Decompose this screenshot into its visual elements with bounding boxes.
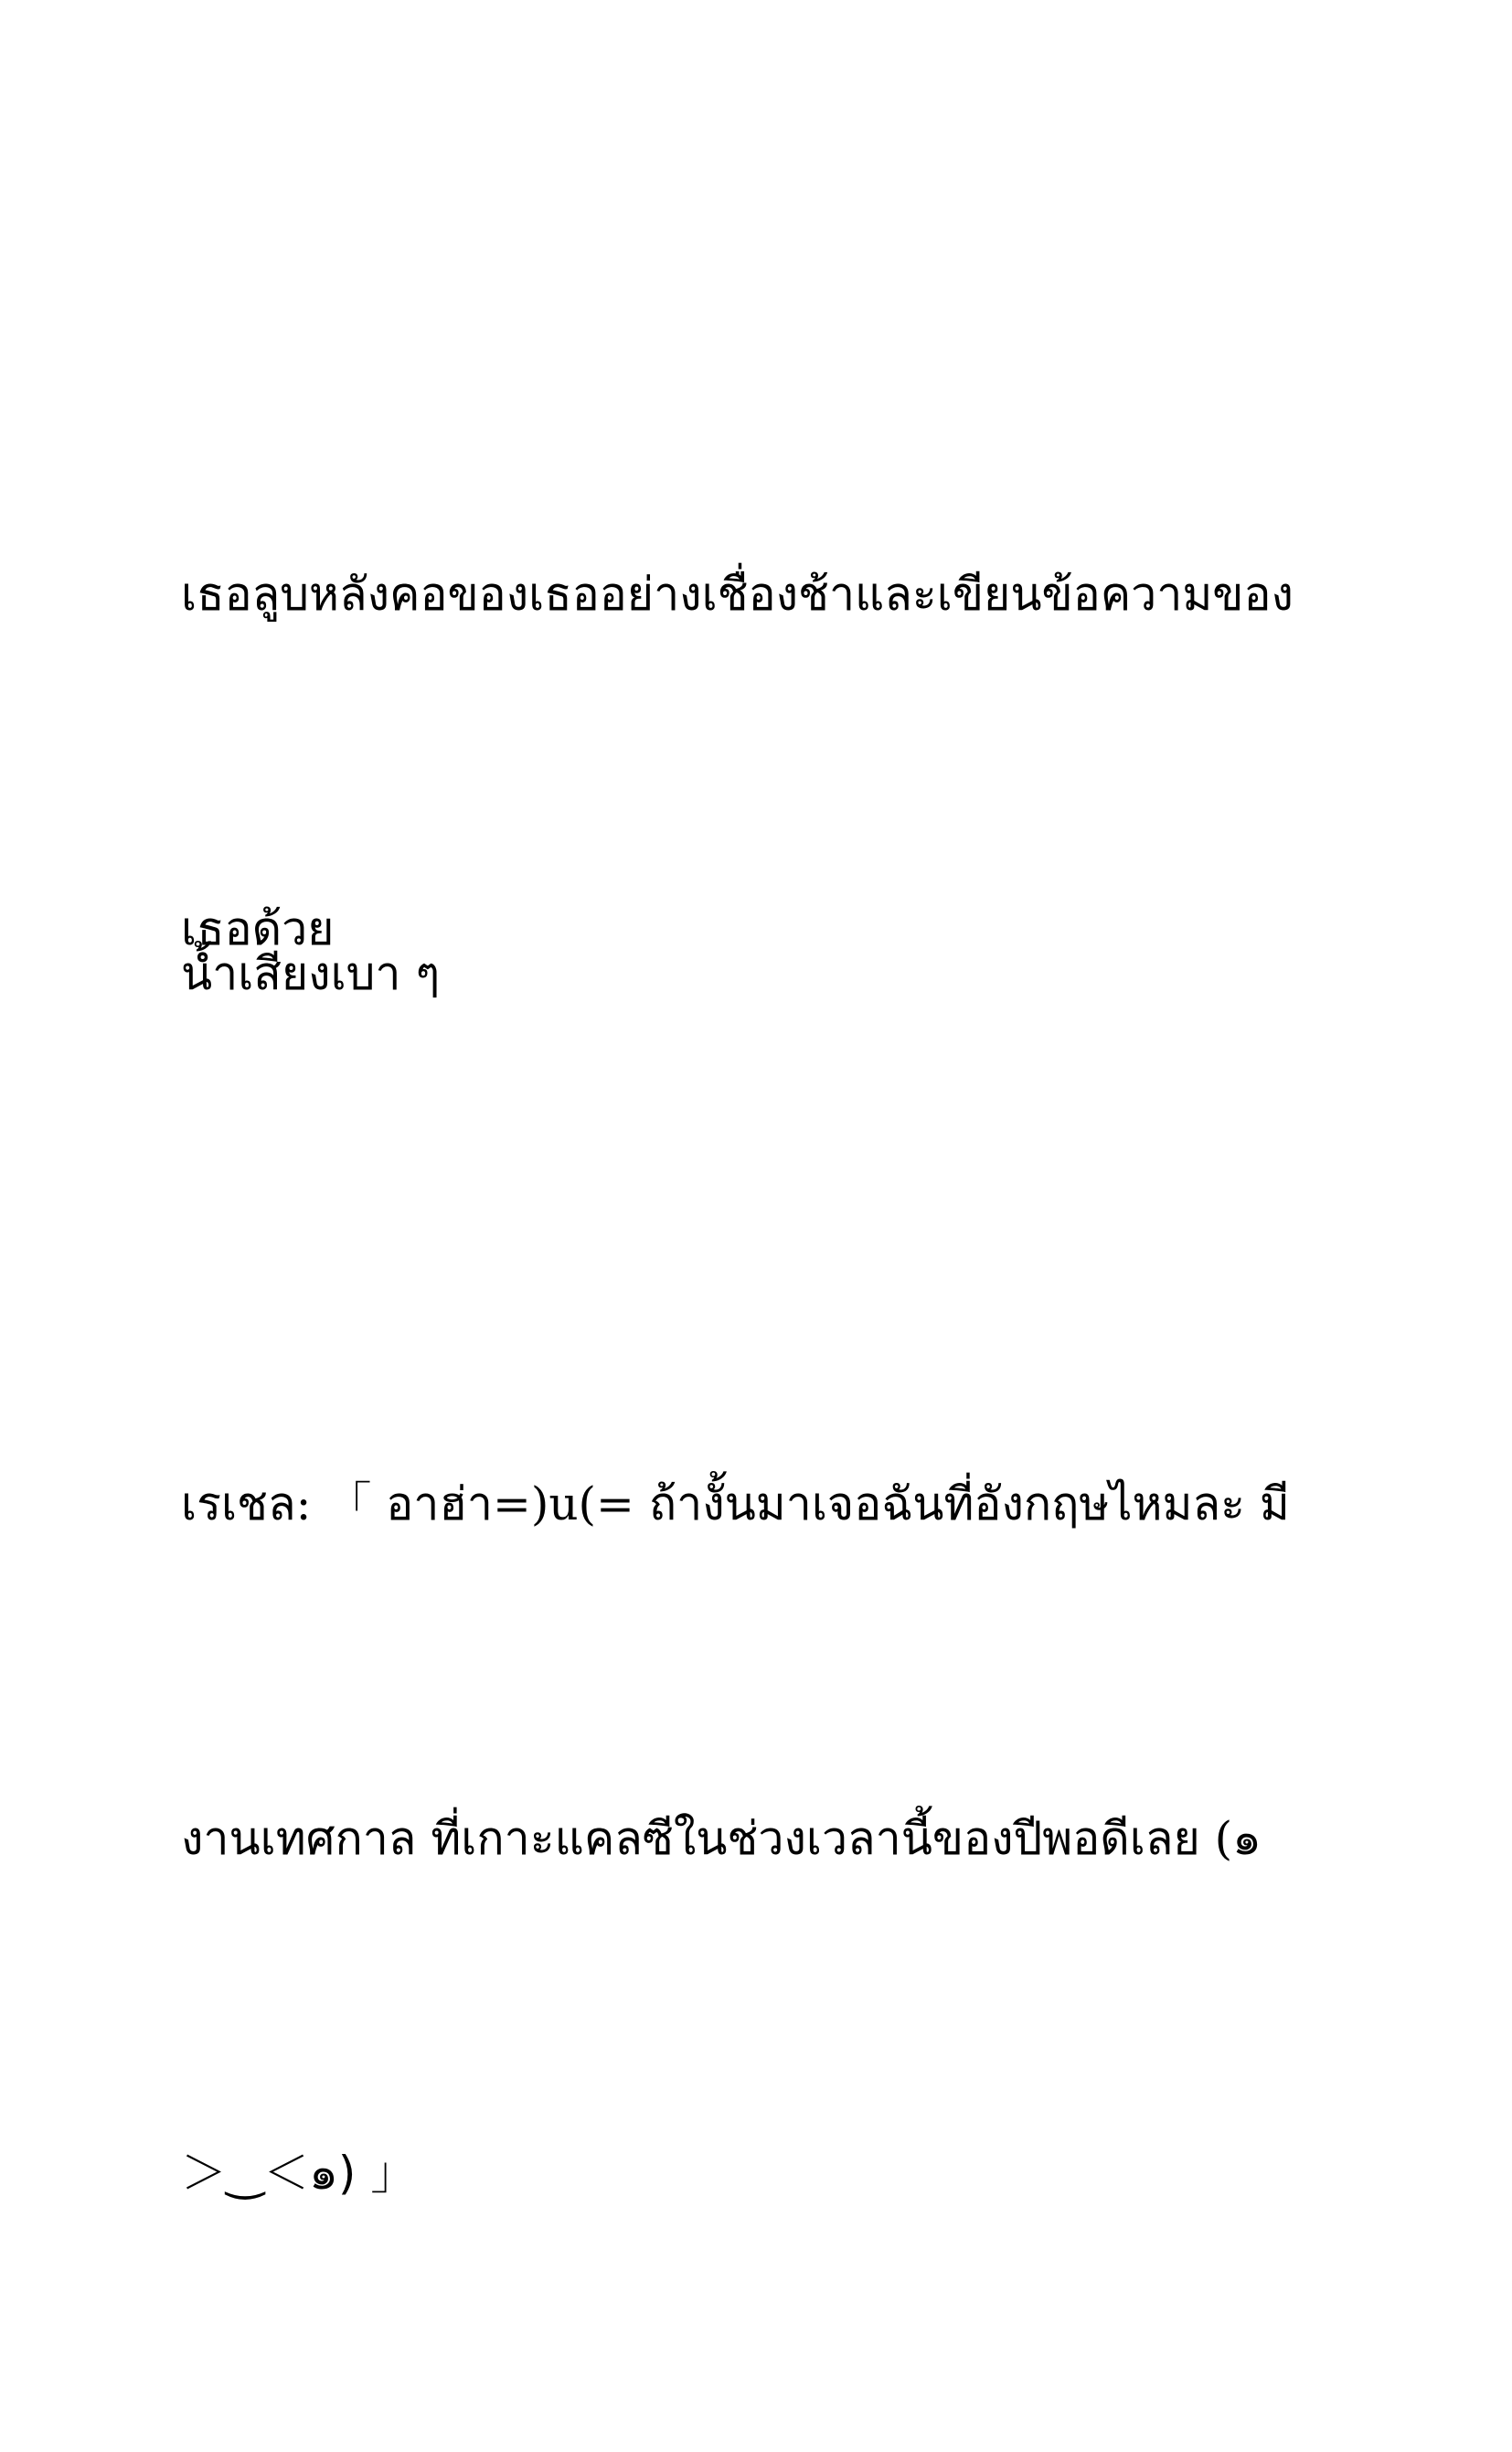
message-paragraph bbox=[181, 1225, 1351, 2452]
text-line: เธอด้วย bbox=[181, 902, 335, 955]
text-line: เธอลูบหลังคอของเธออย่างเชื่องช้าและเขียนข้อความของ bbox=[181, 568, 1294, 621]
text-line: เรเชล: 「 อาฮ่า=)u(= ถ้างั้นมาเจอฉันที่อังกฤษไหมละ มี bbox=[181, 1477, 1290, 1530]
emoticon-line: ＞‿＜๑) 」 bbox=[181, 2147, 417, 2200]
tone-note-paragraph bbox=[181, 695, 1351, 1253]
text-line: น้ำเสียงเบา ๆ bbox=[181, 947, 441, 1000]
text-line: งานเทศกาล ที่เกาะแคลซีในช่วงเวลานี้ของปีพอดีเลย (๑ bbox=[181, 1812, 1262, 1865]
